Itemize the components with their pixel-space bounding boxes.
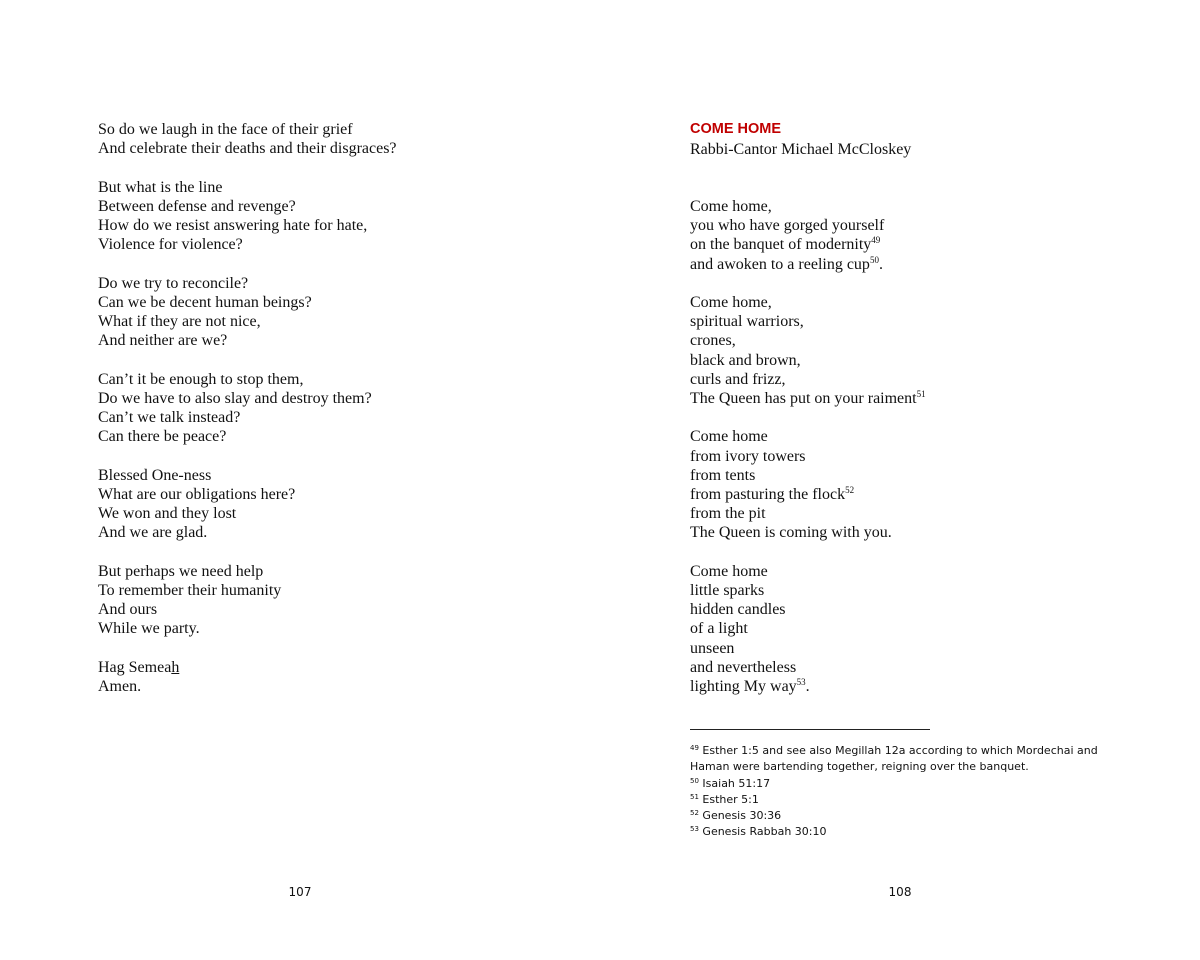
- poem-line: and awoken to a reeling cup$^{50}$.: [690, 254, 883, 273]
- footnote-text: Esther 1:5 and see also Megillah 12a according to which Mordechai and Haman were bartending together, reigning over the banquet.: [690, 744, 1098, 774]
- poem-author: Rabbi-Cantor Michael McCloskey: [690, 141, 912, 158]
- footnote-text: Genesis Rabbah 30:10: [702, 825, 827, 839]
- stanza: [98, 178, 558, 255]
- stanza-4: [690, 562, 1150, 696]
- poem-line: The Queen is coming with you.: [690, 524, 892, 542]
- poem-line: And celebrate their deaths and their disgraces?: [98, 140, 397, 158]
- page-number-right: 108: [888, 885, 912, 899]
- poem-line: And ours: [98, 601, 158, 618]
- left-poem: [98, 120, 558, 715]
- footnote-50: [690, 776, 1110, 792]
- footnote-text: Genesis 30:36: [702, 809, 782, 823]
- footnote-ref-53[interactable]: 53: [796, 677, 806, 688]
- poem-line: Come home: [690, 428, 768, 446]
- poem-line: unseen: [690, 639, 735, 657]
- poem-line: from the pit: [690, 505, 766, 523]
- poem-line: While we party.: [98, 620, 200, 638]
- poem-line: Can we be decent human beings?: [98, 293, 312, 311]
- poem-line: But perhaps we need help: [98, 562, 264, 580]
- poem-line: We won and they lost: [98, 505, 237, 522]
- footnote-text: Isaiah 51:17: [702, 776, 771, 790]
- poem-title: COME HOME: [690, 121, 782, 137]
- footnote-number: 51: [690, 792, 699, 801]
- poem-line: black and brown,: [690, 351, 801, 369]
- footnote-ref-52[interactable]: 52: [845, 485, 855, 496]
- stanza-3: [690, 427, 1150, 542]
- footnotes: [690, 743, 1110, 841]
- poem-line: Can there be peace?: [98, 428, 227, 446]
- poem-line: and nevertheless: [690, 658, 797, 676]
- poem-line: from pasturing the flock$^{52}$: [690, 485, 855, 504]
- footnote-number: 52: [690, 809, 699, 818]
- poem-line: crones,: [690, 332, 736, 350]
- poem-line: from tents: [690, 466, 756, 484]
- poem-line: Come home,: [690, 198, 772, 215]
- poem-line: But what is the line: [98, 178, 223, 196]
- poem-line: Between defense and revenge?: [98, 197, 296, 215]
- poem-line: little sparks: [690, 582, 765, 600]
- stanza-2: [690, 293, 1150, 408]
- poem-line: So do we laugh in the face of their grief: [98, 121, 353, 138]
- footnote-number: 50: [690, 776, 699, 785]
- poem-line: To remember their humanity: [98, 581, 282, 599]
- stanza: [98, 274, 558, 351]
- poem-line: What if they are not nice,: [98, 313, 261, 330]
- footnote-ref-49[interactable]: 49: [871, 235, 881, 246]
- amen-line: Amen.: [98, 677, 142, 695]
- footnote-52: [690, 808, 1110, 824]
- left-stanzas: [98, 120, 558, 638]
- stanza: [98, 466, 558, 543]
- closing-stanza: [98, 658, 558, 696]
- poem-line: How do we resist answering hate for hate,: [98, 217, 368, 234]
- poem-line: Come home,: [690, 294, 772, 311]
- poem-line: Blessed One-ness: [98, 466, 212, 484]
- right-poem: [690, 197, 1150, 715]
- stanza-1: [690, 197, 1150, 274]
- poem-line: Violence for violence?: [98, 236, 243, 254]
- poem-line: The Queen has put on your raiment$^{51}$: [690, 389, 926, 408]
- footnote-51: [690, 792, 1110, 808]
- stanza: [98, 120, 558, 158]
- footnote-text: Esther 5:1: [702, 792, 759, 806]
- poem-line: hidden candles: [690, 601, 786, 619]
- poem-line: Do we have to also slay and destroy them?: [98, 389, 372, 407]
- footnote-ref-50[interactable]: 50: [869, 254, 879, 265]
- poem-line: from ivory towers: [690, 447, 806, 465]
- poem-line: Do we try to reconcile?: [98, 274, 249, 292]
- footnote-53: [690, 824, 1110, 840]
- footnote-49: [690, 743, 1110, 776]
- poem-line: you who have gorged yourself: [690, 217, 885, 235]
- footnote-number: 53: [690, 825, 699, 834]
- right-page: [600, 0, 1200, 960]
- hag-sameah-line: Hag Semeah: [98, 658, 180, 676]
- poem-line: And neither are we?: [98, 332, 228, 350]
- footnote-separator: [690, 729, 930, 730]
- hag-sameah-underlined-h: h: [171, 658, 180, 676]
- poem-line: Come home: [690, 562, 768, 580]
- stanza: [98, 562, 558, 639]
- poem-line: curls and frizz,: [690, 370, 786, 388]
- stanza: [98, 370, 558, 447]
- poem-line: spiritual warriors,: [690, 313, 804, 331]
- poem-line: What are our obligations here?: [98, 485, 296, 503]
- poem-line: on the banquet of modernity$^{49}$: [690, 235, 881, 254]
- poem-line: Can’t we talk instead?: [98, 409, 241, 426]
- poem-line: lighting My way$^{53}$.: [690, 677, 810, 696]
- poem-line: of a light: [690, 620, 748, 638]
- poem-line: Can’t it be enough to stop them,: [98, 370, 304, 388]
- poem-line: And we are glad.: [98, 524, 208, 542]
- footnote-number: 49: [690, 744, 699, 752]
- footnote-ref-51[interactable]: 51: [916, 389, 926, 400]
- page-number-left: 107: [288, 885, 312, 899]
